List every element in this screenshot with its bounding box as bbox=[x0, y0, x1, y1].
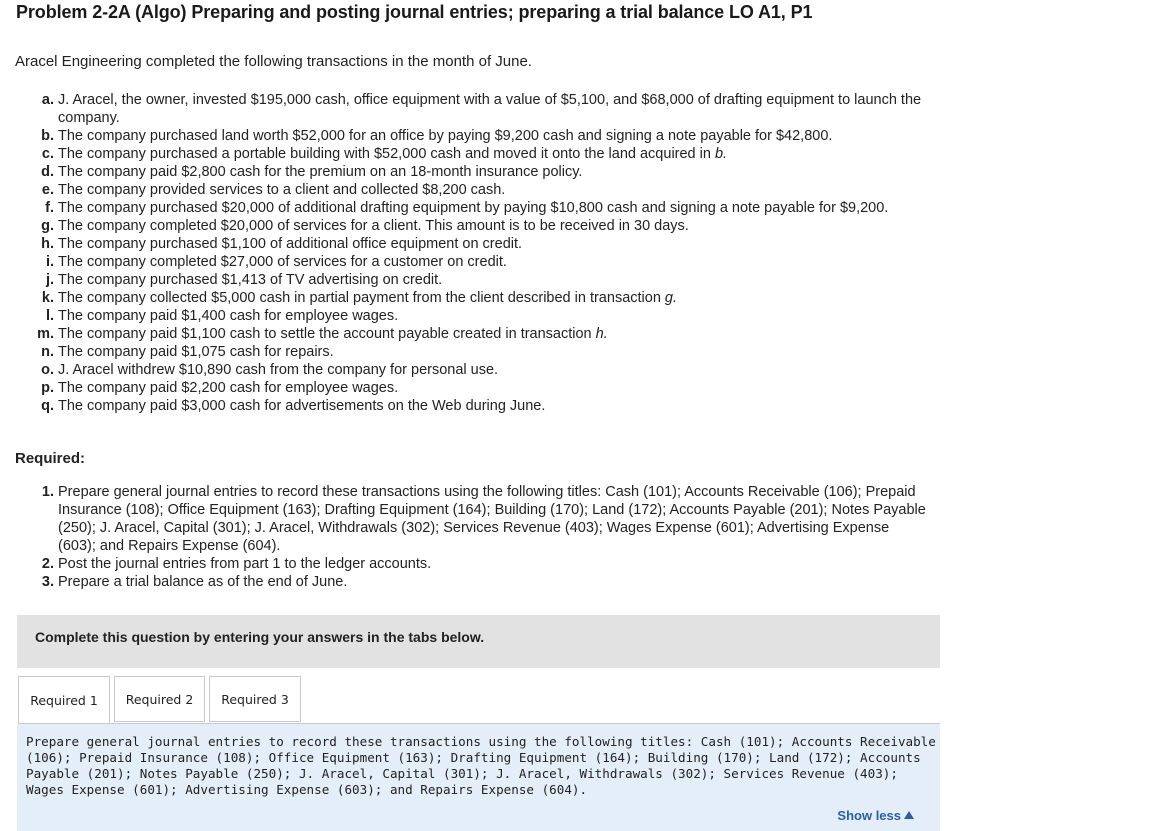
requirements-list bbox=[30, 483, 930, 591]
requirement-item: 1. Prepare general journal entries to record these transactions using the following titles: Cash (101); Accounts Receivable (106); Prepaid Insurance (108); Office Equipment (163); Drafting Equipment (164); Building (170); Land (172); Accounts Payable (201); Notes Payable (250); J. Aracel, Capital (301); J. Aracel, Withdrawals (302); Services Revenue (403); Wages Expense (601); Advertising Expense (603); and Repairs Expense (604). bbox=[41, 484, 926, 554]
problem-intro: Aracel Engineering completed the following transactions in the month of June. bbox=[15, 53, 532, 70]
show-less-label: Show less bbox=[837, 808, 901, 823]
transaction-item: j. The company purchased $1,413 of TV advertising on credit. bbox=[45, 272, 443, 288]
instruction-banner bbox=[17, 615, 940, 668]
transaction-item: h. The company purchased $1,100 of additional office equipment on credit. bbox=[41, 236, 523, 252]
transaction-item: i. The company completed $27,000 of services for a customer on credit. bbox=[45, 254, 507, 270]
transaction-item: d. The company paid $2,800 cash for the premium on an 18-month insurance policy. bbox=[41, 164, 583, 180]
transaction-ref: g. bbox=[664, 290, 678, 306]
transaction-ref: h. bbox=[595, 326, 608, 342]
tab-required-3[interactable]: Required 3 bbox=[209, 676, 301, 722]
tab-required-2[interactable]: Required 2 bbox=[114, 676, 205, 722]
transaction-item: m. The company paid $1,100 cash to settle the account payable created in transaction h. bbox=[37, 326, 608, 342]
transaction-item: c. The company purchased a portable building with $52,000 cash and moved it onto the land acquired in b. bbox=[41, 146, 728, 162]
transaction-item: q. The company paid $3,000 cash for advertisements on the Web during June. bbox=[41, 398, 546, 414]
transaction-item: g. The company completed $20,000 of services for a client. This amount is to be received in 30 days. bbox=[41, 218, 689, 234]
transaction-ref: b. bbox=[714, 146, 728, 162]
panel-description: Prepare general journal entries to record these transactions using the following titles: Cash (101); Accounts Receivable (106); Prepaid Insurance (108); Office Equipment (163); Drafting Equipment (164); Building (170); Land (172); Accounts Payable (201); Notes Payable (250); J. Aracel, Capital (301); J. Aracel, Withdrawals (302); Services Revenue (403); Wages Expense (601); Advertising Expense (603); and Repairs Expense (604). bbox=[26, 734, 936, 797]
transaction-item: k. The company collected $5,000 cash in partial payment from the client described in transaction g. bbox=[41, 290, 678, 306]
tab-panel bbox=[17, 724, 940, 831]
tab-bar bbox=[18, 676, 305, 724]
banner-text: Complete this question by entering your answers in the tabs below. bbox=[35, 629, 485, 645]
transaction-item: n. The company paid $1,075 cash for repairs. bbox=[41, 344, 334, 360]
transaction-item: f. The company purchased $20,000 of additional drafting equipment by paying $10,800 cash and signing a note payable for $9,200. bbox=[45, 200, 889, 216]
transaction-item: e. The company provided services to a client and collected $8,200 cash. bbox=[41, 182, 506, 198]
requirement-item: 3. Prepare a trial balance as of the end of June. bbox=[41, 574, 348, 590]
transaction-list bbox=[30, 91, 930, 415]
transaction-item: p. The company paid $2,200 cash for employee wages. bbox=[41, 380, 399, 396]
transaction-item: l. The company paid $1,400 cash for employee wages. bbox=[45, 308, 399, 324]
transaction-item: a. J. Aracel, the owner, invested $195,000 cash, office equipment with a value of $5,100, and $68,000 of drafting equipment to launch the company. bbox=[41, 92, 922, 126]
transaction-item: b. The company purchased land worth $52,000 for an office by paying $9,200 cash and signing a note payable for $42,800. bbox=[41, 128, 833, 144]
requirement-item: 2. Post the journal entries from part 1 to the ledger accounts. bbox=[41, 556, 432, 572]
triangle-up-icon bbox=[904, 811, 914, 819]
transaction-item: o. J. Aracel withdrew $10,890 cash from the company for personal use. bbox=[41, 362, 499, 378]
page-title: Problem 2-2A (Algo) Preparing and posting journal entries; preparing a trial balance LO A1, P1 bbox=[16, 2, 813, 22]
show-less-link[interactable] bbox=[837, 808, 914, 823]
required-heading: Required: bbox=[15, 450, 86, 467]
tab-required-1[interactable]: Required 1 bbox=[18, 676, 110, 724]
